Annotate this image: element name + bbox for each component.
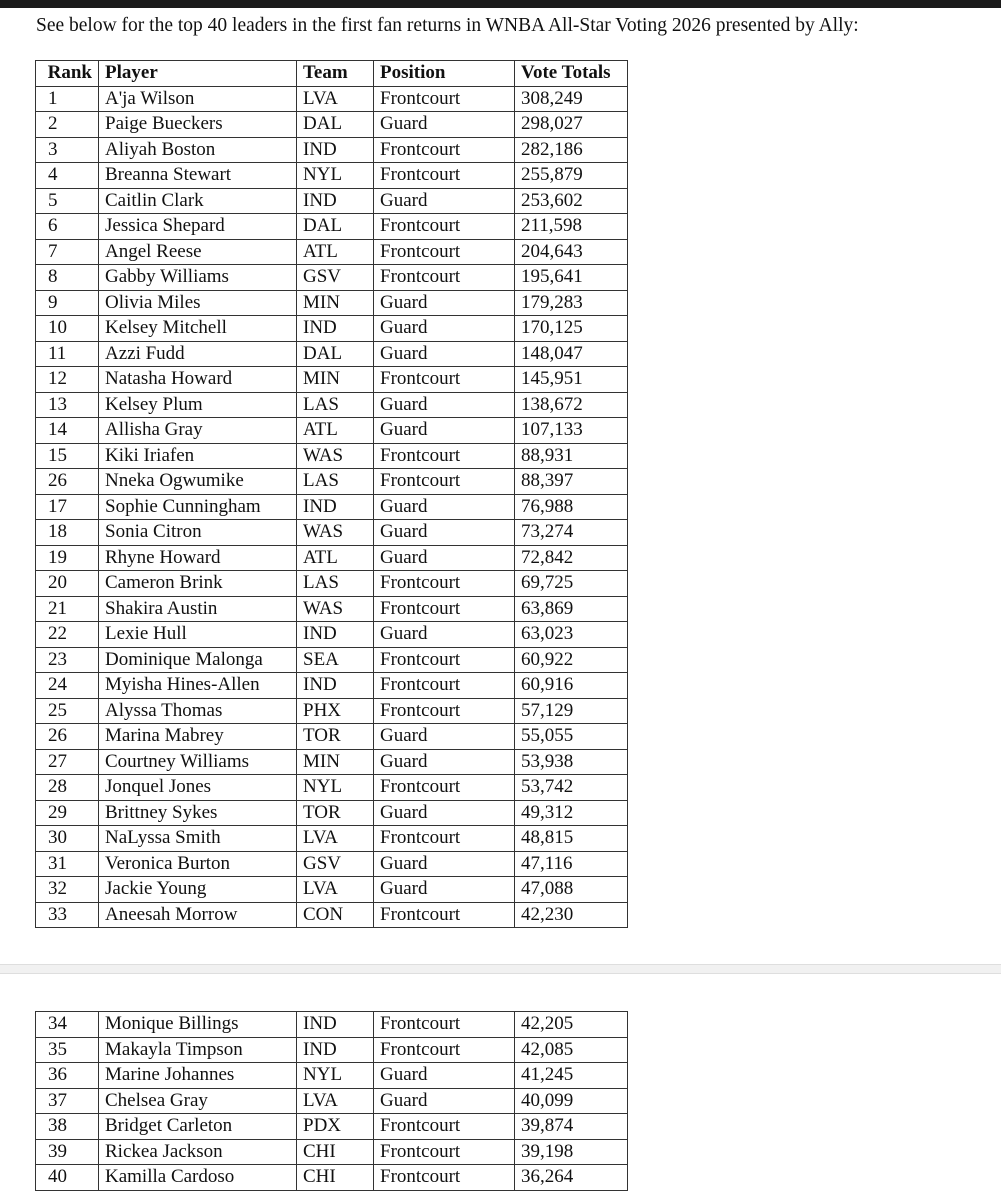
vote-total-cell: 204,643 <box>515 239 628 265</box>
player-cell: Marine Johannes <box>99 1063 297 1089</box>
vote-total-cell: 48,815 <box>515 826 628 852</box>
team-cell: NYL <box>297 163 374 189</box>
rank-cell: 35 <box>36 1037 99 1063</box>
team-cell: CHI <box>297 1165 374 1191</box>
team-cell: IND <box>297 188 374 214</box>
player-cell: Nneka Ogwumike <box>99 469 297 495</box>
position-cell: Frontcourt <box>374 86 515 112</box>
table-row <box>36 341 628 367</box>
rank-cell: 10 <box>36 316 99 342</box>
table-row <box>36 749 628 775</box>
table-row <box>36 724 628 750</box>
vote-total-cell: 49,312 <box>515 800 628 826</box>
player-cell: Jessica Shepard <box>99 214 297 240</box>
team-cell: MIN <box>297 749 374 775</box>
player-cell: Allisha Gray <box>99 418 297 444</box>
position-cell: Guard <box>374 749 515 775</box>
vote-total-cell: 170,125 <box>515 316 628 342</box>
rank-cell: 13 <box>36 392 99 418</box>
rank-cell: 23 <box>36 647 99 673</box>
table-row <box>36 1063 628 1089</box>
player-cell: Shakira Austin <box>99 596 297 622</box>
position-cell: Frontcourt <box>374 443 515 469</box>
position-cell: Frontcourt <box>374 137 515 163</box>
table-row <box>36 775 628 801</box>
rank-cell: 38 <box>36 1114 99 1140</box>
rank-cell: 20 <box>36 571 99 597</box>
vote-total-cell: 145,951 <box>515 367 628 393</box>
rank-cell: 14 <box>36 418 99 444</box>
player-cell: Azzi Fudd <box>99 341 297 367</box>
position-cell: Guard <box>374 112 515 138</box>
table-row <box>36 392 628 418</box>
votes-table-body-page-1 <box>36 86 628 928</box>
table-row <box>36 800 628 826</box>
table-row <box>36 698 628 724</box>
table-row <box>36 214 628 240</box>
table-row <box>36 826 628 852</box>
player-cell: Sophie Cunningham <box>99 494 297 520</box>
table-row <box>36 418 628 444</box>
team-cell: IND <box>297 673 374 699</box>
team-cell: PDX <box>297 1114 374 1140</box>
table-row <box>36 290 628 316</box>
header-rank: Rank <box>36 61 99 87</box>
position-cell: Guard <box>374 1088 515 1114</box>
player-cell: Rhyne Howard <box>99 545 297 571</box>
table-row <box>36 163 628 189</box>
rank-cell: 6 <box>36 214 99 240</box>
team-cell: IND <box>297 137 374 163</box>
table-row <box>36 1012 628 1038</box>
position-cell: Frontcourt <box>374 1114 515 1140</box>
vote-total-cell: 63,023 <box>515 622 628 648</box>
team-cell: WAS <box>297 520 374 546</box>
team-cell: WAS <box>297 596 374 622</box>
table-row <box>36 469 628 495</box>
rank-cell: 39 <box>36 1139 99 1165</box>
rank-cell: 2 <box>36 112 99 138</box>
header-vote-totals: Vote Totals <box>515 61 628 87</box>
vote-total-cell: 73,274 <box>515 520 628 546</box>
team-cell: LVA <box>297 86 374 112</box>
table-row <box>36 596 628 622</box>
table-row <box>36 902 628 928</box>
table-row <box>36 673 628 699</box>
vote-total-cell: 308,249 <box>515 86 628 112</box>
table-row <box>36 1088 628 1114</box>
team-cell: GSV <box>297 851 374 877</box>
header-team: Team <box>297 61 374 87</box>
intro-text: See below for the top 40 leaders in the first fan returns in WNBA All-Star Voting 2026 presented by Ally: <box>36 15 859 36</box>
rank-cell: 22 <box>36 622 99 648</box>
rank-cell: 1 <box>36 86 99 112</box>
player-cell: Monique Billings <box>99 1012 297 1038</box>
team-cell: ATL <box>297 418 374 444</box>
team-cell: LAS <box>297 469 374 495</box>
votes-table-page-1 <box>35 60 628 928</box>
team-cell: NYL <box>297 775 374 801</box>
player-cell: Alyssa Thomas <box>99 698 297 724</box>
table-row <box>36 112 628 138</box>
player-cell: Dominique Malonga <box>99 647 297 673</box>
table-row <box>36 851 628 877</box>
team-cell: IND <box>297 1037 374 1063</box>
vote-total-cell: 36,264 <box>515 1165 628 1191</box>
rank-cell: 9 <box>36 290 99 316</box>
player-cell: Rickea Jackson <box>99 1139 297 1165</box>
vote-total-cell: 148,047 <box>515 341 628 367</box>
table-row <box>36 545 628 571</box>
table-row <box>36 622 628 648</box>
position-cell: Guard <box>374 188 515 214</box>
rank-cell: 33 <box>36 902 99 928</box>
position-cell: Guard <box>374 290 515 316</box>
team-cell: DAL <box>297 214 374 240</box>
rank-cell: 34 <box>36 1012 99 1038</box>
vote-total-cell: 88,931 <box>515 443 628 469</box>
vote-total-cell: 39,874 <box>515 1114 628 1140</box>
vote-total-cell: 55,055 <box>515 724 628 750</box>
player-cell: Brittney Sykes <box>99 800 297 826</box>
player-cell: Veronica Burton <box>99 851 297 877</box>
position-cell: Frontcourt <box>374 1012 515 1038</box>
position-cell: Frontcourt <box>374 673 515 699</box>
position-cell: Frontcourt <box>374 647 515 673</box>
position-cell: Frontcourt <box>374 698 515 724</box>
team-cell: GSV <box>297 265 374 291</box>
team-cell: LAS <box>297 571 374 597</box>
table-row <box>36 571 628 597</box>
position-cell: Guard <box>374 316 515 342</box>
vote-total-cell: 60,916 <box>515 673 628 699</box>
position-cell: Frontcourt <box>374 571 515 597</box>
rank-cell: 8 <box>36 265 99 291</box>
rank-cell: 27 <box>36 749 99 775</box>
position-cell: Guard <box>374 877 515 903</box>
rank-cell: 7 <box>36 239 99 265</box>
rank-cell: 19 <box>36 545 99 571</box>
votes-table-body-page-2 <box>36 1012 628 1191</box>
position-cell: Frontcourt <box>374 1037 515 1063</box>
position-cell: Guard <box>374 418 515 444</box>
player-cell: A'ja Wilson <box>99 86 297 112</box>
team-cell: ATL <box>297 545 374 571</box>
player-cell: Myisha Hines-Allen <box>99 673 297 699</box>
player-cell: Kelsey Plum <box>99 392 297 418</box>
player-cell: Kamilla Cardoso <box>99 1165 297 1191</box>
rank-cell: 24 <box>36 673 99 699</box>
team-cell: LAS <box>297 392 374 418</box>
player-cell: Jonquel Jones <box>99 775 297 801</box>
position-cell: Frontcourt <box>374 902 515 928</box>
table-row <box>36 494 628 520</box>
position-cell: Guard <box>374 1063 515 1089</box>
vote-total-cell: 42,230 <box>515 902 628 928</box>
header-position: Position <box>374 61 515 87</box>
table-row <box>36 86 628 112</box>
team-cell: CHI <box>297 1139 374 1165</box>
vote-total-cell: 195,641 <box>515 265 628 291</box>
team-cell: NYL <box>297 1063 374 1089</box>
position-cell: Frontcourt <box>374 775 515 801</box>
vote-total-cell: 107,133 <box>515 418 628 444</box>
position-cell: Frontcourt <box>374 826 515 852</box>
rank-cell: 28 <box>36 775 99 801</box>
vote-total-cell: 138,672 <box>515 392 628 418</box>
votes-table-page-2 <box>35 1011 628 1191</box>
position-cell: Guard <box>374 494 515 520</box>
team-cell: LVA <box>297 1088 374 1114</box>
position-cell: Guard <box>374 341 515 367</box>
table-row <box>36 239 628 265</box>
team-cell: SEA <box>297 647 374 673</box>
team-cell: TOR <box>297 800 374 826</box>
vote-total-cell: 255,879 <box>515 163 628 189</box>
player-cell: Courtney Williams <box>99 749 297 775</box>
player-cell: Olivia Miles <box>99 290 297 316</box>
vote-total-cell: 42,085 <box>515 1037 628 1063</box>
player-cell: Paige Bueckers <box>99 112 297 138</box>
vote-total-cell: 53,742 <box>515 775 628 801</box>
vote-total-cell: 60,922 <box>515 647 628 673</box>
vote-total-cell: 57,129 <box>515 698 628 724</box>
vote-total-cell: 53,938 <box>515 749 628 775</box>
team-cell: DAL <box>297 341 374 367</box>
vote-total-cell: 211,598 <box>515 214 628 240</box>
rank-cell: 15 <box>36 443 99 469</box>
position-cell: Frontcourt <box>374 1139 515 1165</box>
rank-cell: 4 <box>36 163 99 189</box>
vote-total-cell: 63,869 <box>515 596 628 622</box>
player-cell: Aliyah Boston <box>99 137 297 163</box>
position-cell: Guard <box>374 851 515 877</box>
table-row <box>36 188 628 214</box>
vote-total-cell: 72,842 <box>515 545 628 571</box>
position-cell: Frontcourt <box>374 214 515 240</box>
rank-cell: 11 <box>36 341 99 367</box>
vote-total-cell: 42,205 <box>515 1012 628 1038</box>
table-row <box>36 520 628 546</box>
position-cell: Frontcourt <box>374 596 515 622</box>
rank-cell: 5 <box>36 188 99 214</box>
rank-cell: 40 <box>36 1165 99 1191</box>
table-row <box>36 1139 628 1165</box>
player-cell: Marina Mabrey <box>99 724 297 750</box>
table-row <box>36 443 628 469</box>
table-row <box>36 1165 628 1191</box>
rank-cell: 30 <box>36 826 99 852</box>
team-cell: MIN <box>297 290 374 316</box>
position-cell: Guard <box>374 392 515 418</box>
vote-total-cell: 47,088 <box>515 877 628 903</box>
team-cell: IND <box>297 1012 374 1038</box>
player-cell: Breanna Stewart <box>99 163 297 189</box>
table-header-row <box>36 61 628 87</box>
position-cell: Guard <box>374 545 515 571</box>
team-cell: MIN <box>297 367 374 393</box>
team-cell: WAS <box>297 443 374 469</box>
position-cell: Guard <box>374 800 515 826</box>
vote-total-cell: 40,099 <box>515 1088 628 1114</box>
team-cell: TOR <box>297 724 374 750</box>
team-cell: PHX <box>297 698 374 724</box>
position-cell: Frontcourt <box>374 163 515 189</box>
player-cell: Jackie Young <box>99 877 297 903</box>
position-cell: Frontcourt <box>374 469 515 495</box>
vote-total-cell: 298,027 <box>515 112 628 138</box>
position-cell: Frontcourt <box>374 239 515 265</box>
team-cell: LVA <box>297 826 374 852</box>
table-row <box>36 1037 628 1063</box>
rank-cell: 26 <box>36 469 99 495</box>
vote-total-cell: 179,283 <box>515 290 628 316</box>
player-cell: Gabby Williams <box>99 265 297 291</box>
player-cell: Makayla Timpson <box>99 1037 297 1063</box>
top-bar <box>0 0 1001 8</box>
vote-total-cell: 41,245 <box>515 1063 628 1089</box>
table-row <box>36 316 628 342</box>
player-cell: Natasha Howard <box>99 367 297 393</box>
player-cell: Kelsey Mitchell <box>99 316 297 342</box>
player-cell: Lexie Hull <box>99 622 297 648</box>
vote-total-cell: 39,198 <box>515 1139 628 1165</box>
team-cell: IND <box>297 494 374 520</box>
table-row <box>36 367 628 393</box>
player-cell: Bridget Carleton <box>99 1114 297 1140</box>
team-cell: IND <box>297 316 374 342</box>
table-row <box>36 647 628 673</box>
player-cell: Kiki Iriafen <box>99 443 297 469</box>
player-cell: Aneesah Morrow <box>99 902 297 928</box>
rank-cell: 36 <box>36 1063 99 1089</box>
rank-cell: 25 <box>36 698 99 724</box>
vote-total-cell: 69,725 <box>515 571 628 597</box>
position-cell: Frontcourt <box>374 265 515 291</box>
rank-cell: 18 <box>36 520 99 546</box>
rank-cell: 3 <box>36 137 99 163</box>
table-row <box>36 137 628 163</box>
rank-cell: 21 <box>36 596 99 622</box>
rank-cell: 31 <box>36 851 99 877</box>
player-cell: Chelsea Gray <box>99 1088 297 1114</box>
position-cell: Guard <box>374 520 515 546</box>
player-cell: NaLyssa Smith <box>99 826 297 852</box>
rank-cell: 17 <box>36 494 99 520</box>
rank-cell: 12 <box>36 367 99 393</box>
vote-total-cell: 282,186 <box>515 137 628 163</box>
position-cell: Guard <box>374 622 515 648</box>
player-cell: Cameron Brink <box>99 571 297 597</box>
rank-cell: 29 <box>36 800 99 826</box>
position-cell: Guard <box>374 724 515 750</box>
team-cell: DAL <box>297 112 374 138</box>
team-cell: CON <box>297 902 374 928</box>
vote-total-cell: 253,602 <box>515 188 628 214</box>
table-row <box>36 1114 628 1140</box>
player-cell: Caitlin Clark <box>99 188 297 214</box>
vote-total-cell: 47,116 <box>515 851 628 877</box>
vote-total-cell: 76,988 <box>515 494 628 520</box>
rank-cell: 26 <box>36 724 99 750</box>
table-row <box>36 265 628 291</box>
team-cell: ATL <box>297 239 374 265</box>
team-cell: IND <box>297 622 374 648</box>
position-cell: Frontcourt <box>374 1165 515 1191</box>
page-break <box>0 964 1001 974</box>
vote-total-cell: 88,397 <box>515 469 628 495</box>
rank-cell: 32 <box>36 877 99 903</box>
position-cell: Frontcourt <box>374 367 515 393</box>
table-row <box>36 877 628 903</box>
header-player: Player <box>99 61 297 87</box>
player-cell: Angel Reese <box>99 239 297 265</box>
rank-cell: 37 <box>36 1088 99 1114</box>
player-cell: Sonia Citron <box>99 520 297 546</box>
team-cell: LVA <box>297 877 374 903</box>
